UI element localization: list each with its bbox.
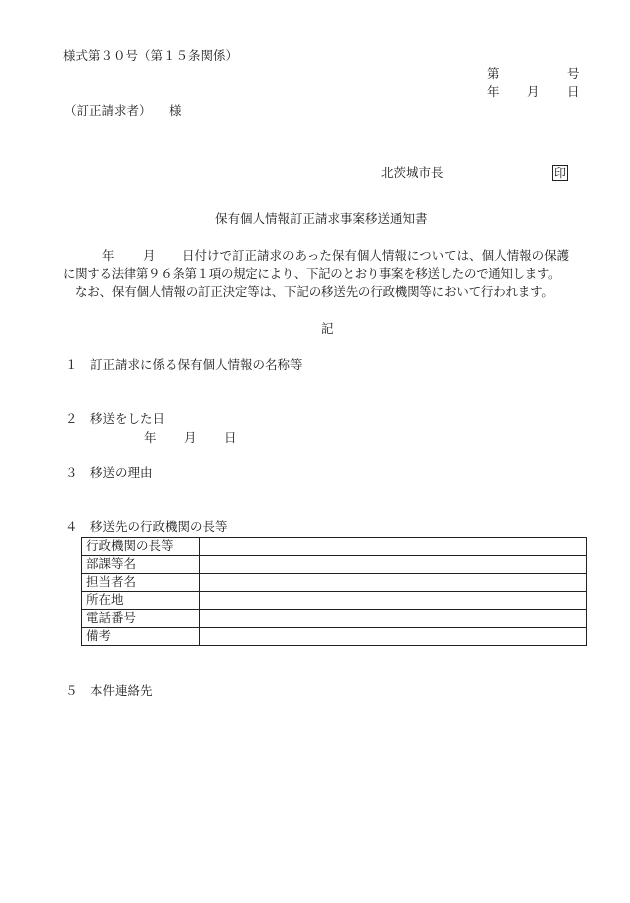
item-1-number: １ <box>65 357 78 372</box>
body-month: 月 <box>143 248 156 263</box>
doc-number-suffix: 号 <box>567 66 580 81</box>
item-2-number: ２ <box>65 411 78 426</box>
form-number: 様式第３０号（第１５条関係） <box>63 48 239 63</box>
item-2-day: 日 <box>224 430 237 445</box>
table-label-cell: 所在地 <box>82 592 200 610</box>
item-2-year: 年 <box>144 430 157 445</box>
item-2-label: 移送をした日 <box>90 411 166 426</box>
table-row <box>82 574 587 592</box>
document-title: 保有個人情報訂正請求事案移送通知書 <box>215 211 428 226</box>
table-value-cell[interactable] <box>200 556 587 574</box>
table-label-cell: 部課等名 <box>82 556 200 574</box>
body-line3: なお、保有個人情報の訂正決定等は、下記の移送先の行政機関等において行われます。 <box>75 284 554 299</box>
item-5-label: 本件連絡先 <box>90 683 153 698</box>
table-label-cell: 電話番号 <box>82 610 200 628</box>
table-value-cell[interactable] <box>200 610 587 628</box>
table-row <box>82 610 587 628</box>
doc-number-prefix: 第 <box>487 66 500 81</box>
body-line2: に関する法律第９６条第１項の規定により、下記のとおり事案を移送したので通知します。 <box>63 266 561 281</box>
date-day: 日 <box>567 84 580 99</box>
item-4-number: ４ <box>65 519 78 534</box>
table-value-cell[interactable] <box>200 628 587 646</box>
table-value-cell[interactable] <box>200 574 587 592</box>
ki-heading: 記 <box>321 321 334 336</box>
destination-table <box>81 537 587 646</box>
body-year: 年 <box>102 248 115 263</box>
table-label-cell: 行政機関の長等 <box>82 538 200 556</box>
seal-mark <box>552 165 568 181</box>
item-2-month: 月 <box>184 430 197 445</box>
body-line1: 日付けで訂正請求のあった保有個人情報については、個人情報の保護 <box>182 248 570 263</box>
seal-glyph: 印 <box>554 166 567 180</box>
table-row <box>82 592 587 610</box>
table-row <box>82 628 587 646</box>
item-3-number: ３ <box>65 465 78 480</box>
table-value-cell[interactable] <box>200 592 587 610</box>
date-year: 年 <box>487 84 500 99</box>
table-label-cell: 備考 <box>82 628 200 646</box>
recipient-honorific: 様 <box>169 103 182 118</box>
table-value-cell[interactable] <box>200 538 587 556</box>
sender-name: 北茨城市長 <box>381 165 444 180</box>
table-label-cell: 担当者名 <box>82 574 200 592</box>
recipient-name: （訂正請求者） <box>64 103 152 118</box>
item-3-label: 移送の理由 <box>90 465 153 480</box>
item-4-label: 移送先の行政機関の長等 <box>90 519 228 534</box>
table-row <box>82 556 587 574</box>
table-row <box>82 538 587 556</box>
item-1-label: 訂正請求に係る保有個人情報の名称等 <box>90 357 303 372</box>
item-5-number: ５ <box>65 683 78 698</box>
date-month: 月 <box>527 84 540 99</box>
